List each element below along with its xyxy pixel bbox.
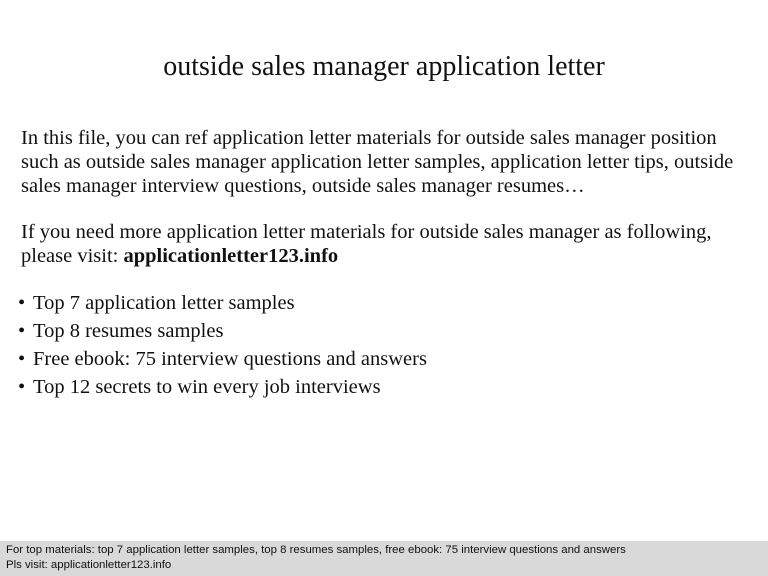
list-item-text: Top 12 secrets to win every job interviews — [33, 376, 381, 398]
list-item-text: Top 8 resumes samples — [33, 320, 224, 342]
list-item — [18, 289, 738, 317]
list-item-text: Free ebook: 75 interview questions and answers — [33, 348, 427, 370]
bullet-icon: • — [18, 376, 26, 398]
list-item — [18, 345, 738, 373]
more-info-text: If you need more application letter materials for outside sales manager as following, please visit: — [21, 221, 712, 267]
bullet-icon: • — [18, 292, 26, 314]
footer-line-materials: For top materials: top 7 application letter samples, top 8 resumes samples, free ebook: 75 interview questions and answers — [6, 544, 626, 556]
bullet-icon: • — [18, 320, 26, 342]
more-info-paragraph — [21, 220, 751, 268]
intro-paragraph: In this file, you can ref application letter materials for outside sales manager position such as outside sales manager application letter samples, application letter tips, outside sales manager interview questions, outside sales manager resumes… — [21, 127, 734, 197]
list-item — [18, 373, 738, 401]
bullet-icon: • — [18, 348, 26, 370]
website-link[interactable]: applicationletter123.info — [123, 245, 339, 267]
list-item-text: Top 7 application letter samples — [33, 292, 295, 314]
footer-bar — [0, 541, 768, 576]
page-title: outside sales manager application letter — [163, 51, 605, 82]
bullet-list — [18, 289, 738, 401]
list-item — [18, 317, 738, 345]
footer-line-visit: Pls visit: applicationletter123.info — [6, 559, 172, 571]
